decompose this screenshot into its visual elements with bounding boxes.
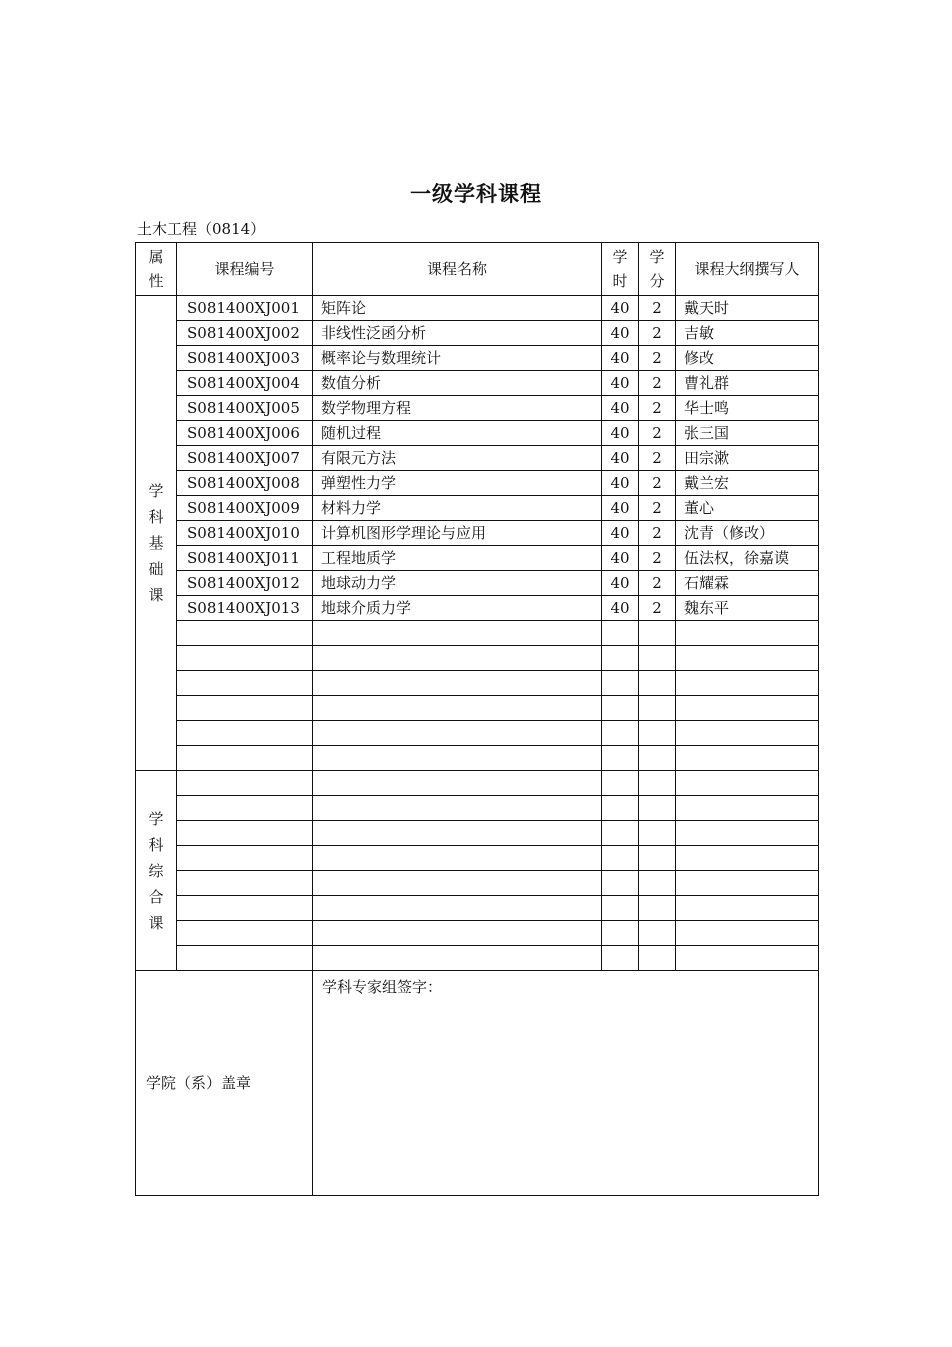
course-hours: 40 bbox=[602, 296, 639, 321]
section-comprehensive-courses: 学 科 综 合 课 bbox=[136, 771, 177, 971]
course-code: S081400XJ004 bbox=[177, 371, 313, 396]
table-row bbox=[136, 346, 819, 371]
empty-row bbox=[136, 771, 819, 796]
header-syllabus-author: 课程大纲撰写人 bbox=[676, 243, 819, 296]
expert-signature-label: 学科专家组签字： bbox=[313, 971, 819, 1196]
course-code: S081400XJ006 bbox=[177, 421, 313, 446]
course-credits: 2 bbox=[639, 396, 676, 421]
course-hours: 40 bbox=[602, 596, 639, 621]
course-code: S081400XJ012 bbox=[177, 571, 313, 596]
header-hours: 学 时 bbox=[602, 243, 639, 296]
discipline-label: 土木工程（0814） bbox=[137, 220, 266, 238]
course-name: 随机过程 bbox=[313, 421, 602, 446]
course-author: 石耀霖 bbox=[676, 571, 819, 596]
course-author: 吉敏 bbox=[676, 321, 819, 346]
empty-row bbox=[136, 696, 819, 721]
empty-row bbox=[136, 896, 819, 921]
table-row bbox=[136, 596, 819, 621]
course-author: 曹礼群 bbox=[676, 371, 819, 396]
course-code: S081400XJ002 bbox=[177, 321, 313, 346]
course-code: S081400XJ007 bbox=[177, 446, 313, 471]
course-code: S081400XJ005 bbox=[177, 396, 313, 421]
empty-row bbox=[136, 821, 819, 846]
header-course-name: 课程名称 bbox=[313, 243, 602, 296]
course-name: 工程地质学 bbox=[313, 546, 602, 571]
course-code: S081400XJ010 bbox=[177, 521, 313, 546]
empty-row bbox=[136, 921, 819, 946]
course-code: S081400XJ013 bbox=[177, 596, 313, 621]
course-credits: 2 bbox=[639, 546, 676, 571]
course-credits: 2 bbox=[639, 446, 676, 471]
course-credits: 2 bbox=[639, 571, 676, 596]
empty-row bbox=[136, 746, 819, 771]
table-row bbox=[136, 396, 819, 421]
course-credits: 2 bbox=[639, 371, 676, 396]
table-row bbox=[136, 471, 819, 496]
course-name: 数值分析 bbox=[313, 371, 602, 396]
course-author: 董心 bbox=[676, 496, 819, 521]
course-name: 非线性泛函分析 bbox=[313, 321, 602, 346]
empty-row bbox=[136, 946, 819, 971]
course-hours: 40 bbox=[602, 546, 639, 571]
course-author: 华士鸣 bbox=[676, 396, 819, 421]
empty-row bbox=[136, 871, 819, 896]
course-hours: 40 bbox=[602, 371, 639, 396]
course-hours: 40 bbox=[602, 396, 639, 421]
header-course-code: 课程编号 bbox=[177, 243, 313, 296]
course-name: 计算机图形学理论与应用 bbox=[313, 521, 602, 546]
table-header-row bbox=[136, 243, 819, 296]
course-name: 地球动力学 bbox=[313, 571, 602, 596]
course-hours: 40 bbox=[602, 321, 639, 346]
course-hours: 40 bbox=[602, 421, 639, 446]
course-credits: 2 bbox=[639, 296, 676, 321]
table-row bbox=[136, 321, 819, 346]
header-credits: 学 分 bbox=[639, 243, 676, 296]
course-author: 魏东平 bbox=[676, 596, 819, 621]
table-row bbox=[136, 571, 819, 596]
course-author: 戴兰宏 bbox=[676, 471, 819, 496]
course-hours: 40 bbox=[602, 496, 639, 521]
course-table bbox=[135, 242, 819, 1196]
course-hours: 40 bbox=[602, 471, 639, 496]
course-author: 张三国 bbox=[676, 421, 819, 446]
table-row bbox=[136, 496, 819, 521]
table-row bbox=[136, 446, 819, 471]
course-code: S081400XJ003 bbox=[177, 346, 313, 371]
course-credits: 2 bbox=[639, 521, 676, 546]
course-code: S081400XJ008 bbox=[177, 471, 313, 496]
course-credits: 2 bbox=[639, 346, 676, 371]
empty-row bbox=[136, 796, 819, 821]
footer-row bbox=[136, 971, 819, 1196]
empty-row bbox=[136, 621, 819, 646]
header-attribute: 属 性 bbox=[136, 243, 177, 296]
table-row bbox=[136, 296, 819, 321]
course-author: 修改 bbox=[676, 346, 819, 371]
course-name: 材料力学 bbox=[313, 496, 602, 521]
empty-row bbox=[136, 646, 819, 671]
course-code: S081400XJ011 bbox=[177, 546, 313, 571]
course-author: 田宗漱 bbox=[676, 446, 819, 471]
course-name: 地球介质力学 bbox=[313, 596, 602, 621]
course-name: 弹塑性力学 bbox=[313, 471, 602, 496]
table-row bbox=[136, 371, 819, 396]
course-hours: 40 bbox=[602, 571, 639, 596]
table-row bbox=[136, 546, 819, 571]
course-hours: 40 bbox=[602, 346, 639, 371]
course-name: 概率论与数理统计 bbox=[313, 346, 602, 371]
course-name: 有限元方法 bbox=[313, 446, 602, 471]
course-author: 沈青（修改） bbox=[676, 521, 819, 546]
table-row bbox=[136, 421, 819, 446]
course-hours: 40 bbox=[602, 521, 639, 546]
course-credits: 2 bbox=[639, 421, 676, 446]
empty-row bbox=[136, 721, 819, 746]
course-author: 伍法权，徐嘉谟 bbox=[676, 546, 819, 571]
empty-row bbox=[136, 846, 819, 871]
course-name: 数学物理方程 bbox=[313, 396, 602, 421]
empty-row bbox=[136, 671, 819, 696]
page-title: 一级学科课程 bbox=[410, 182, 542, 206]
table-row bbox=[136, 521, 819, 546]
course-name: 矩阵论 bbox=[313, 296, 602, 321]
course-credits: 2 bbox=[639, 321, 676, 346]
course-credits: 2 bbox=[639, 496, 676, 521]
course-code: S081400XJ001 bbox=[177, 296, 313, 321]
section-basic-courses: 学 科 基 础 课 bbox=[136, 296, 177, 771]
course-credits: 2 bbox=[639, 596, 676, 621]
course-code: S081400XJ009 bbox=[177, 496, 313, 521]
college-seal-label: 学院（系）盖章 bbox=[136, 971, 313, 1196]
course-credits: 2 bbox=[639, 471, 676, 496]
course-hours: 40 bbox=[602, 446, 639, 471]
course-author: 戴天时 bbox=[676, 296, 819, 321]
